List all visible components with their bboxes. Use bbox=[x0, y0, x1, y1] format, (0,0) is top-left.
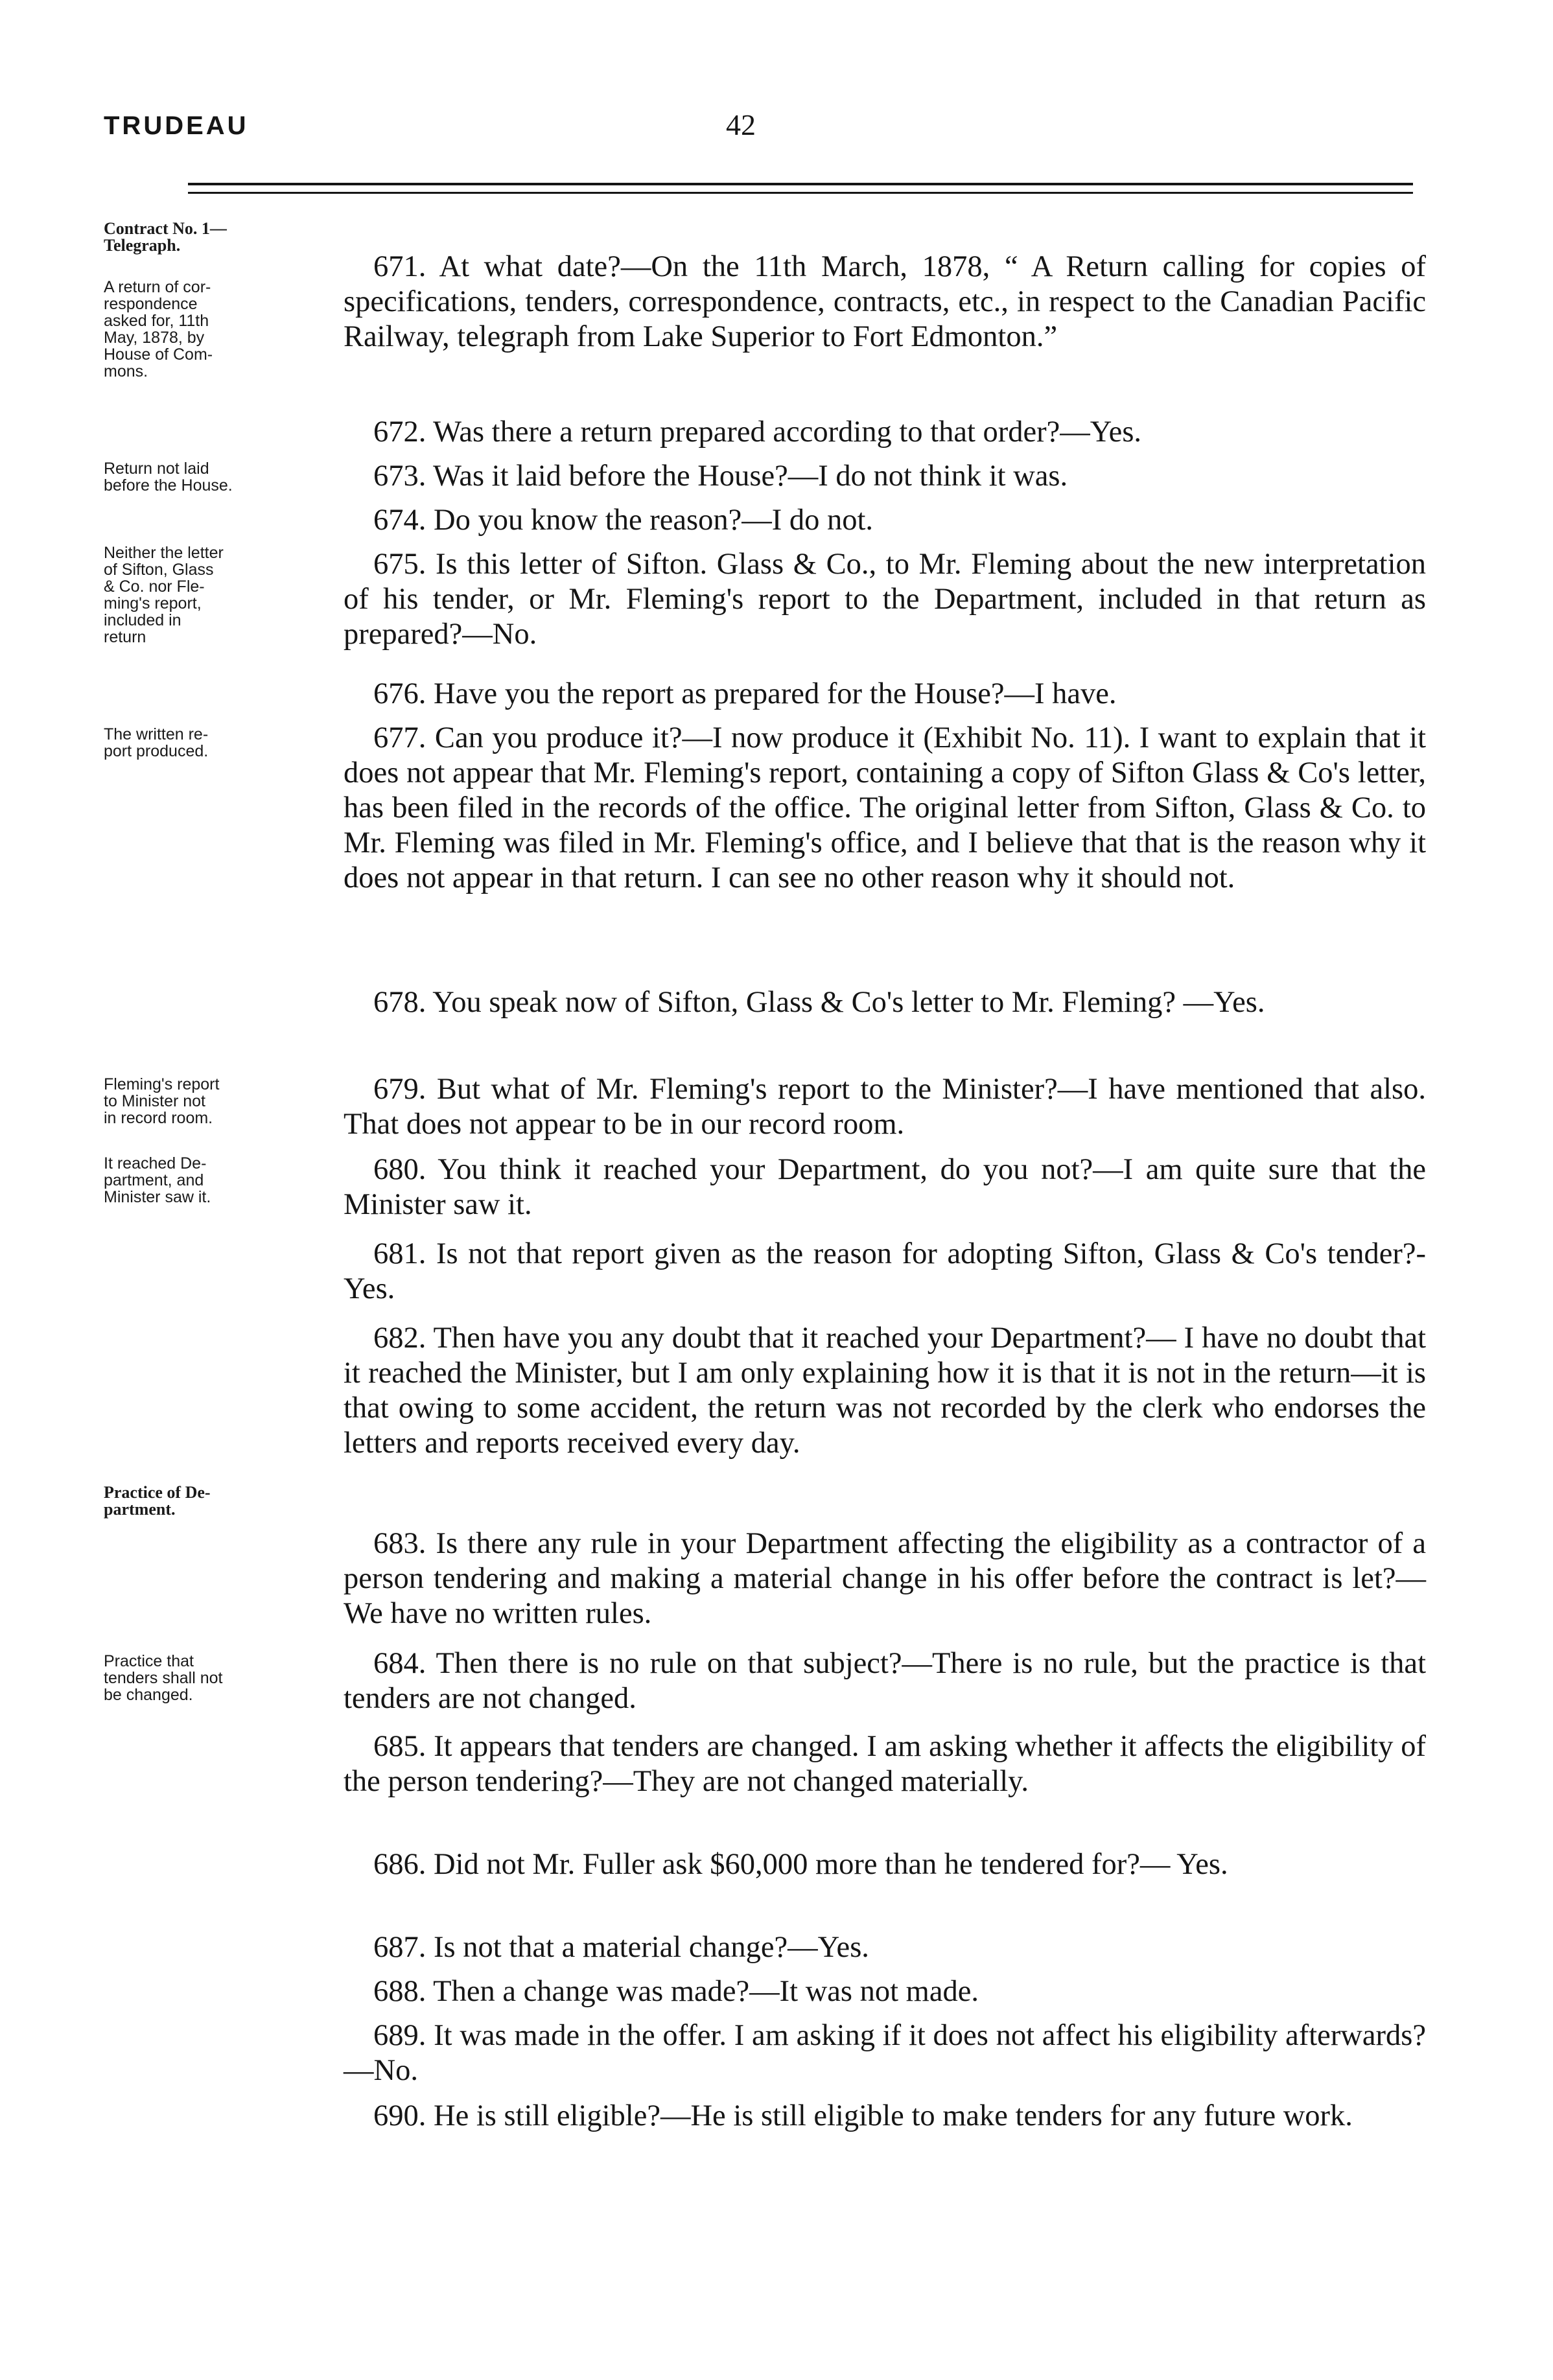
margin-note-line: ming's report, bbox=[104, 594, 202, 612]
paragraph-675: 675. Is this letter of Sifton. Glass & Co., to Mr. Fleming about the new interpretation of his tender, or Mr. Fleming's report to the Department, included in that return as prepared?—No. bbox=[344, 548, 1426, 651]
margin-note-line: mons. bbox=[104, 362, 148, 380]
margin-note-return bbox=[104, 279, 337, 380]
paragraph-688: 688. Then a change was made?—It was not made. bbox=[373, 1975, 979, 2008]
margin-note-line: Contract No. 1— bbox=[104, 219, 227, 238]
margin-note-line: & Co. nor Fle- bbox=[104, 578, 205, 596]
paragraph-671: 671. At what date?—On the 11th March, 1878, “ A Return calling for copies of specifications, tenders, correspondence, contracts, etc., in respect to the Canadian Pacific Railway, telegraph from Lake Superior to Fort Edmonton.” bbox=[344, 250, 1426, 353]
margin-note-line: return bbox=[104, 628, 146, 646]
paragraph-682: 682. Then have you any doubt that it reached your Department?— I have no doubt that it reached the Minister, but I am only explaining how it is that it is not in the return—it is that owing to some accident, the return was not recorded by the clerk who endorses the letters and reports received every day. bbox=[344, 1322, 1426, 1460]
paragraph-673: 673. Was it laid before the House?—I do not think it was. bbox=[373, 460, 1068, 493]
margin-note-line: Fleming's report bbox=[104, 1075, 220, 1093]
margin-note-reached bbox=[104, 1155, 337, 1206]
margin-note-line: before the House. bbox=[104, 476, 233, 495]
margin-note-line: included in bbox=[104, 611, 181, 629]
margin-note-line: May, 1878, by bbox=[104, 329, 205, 347]
paragraph-681: 681. Is not that report given as the reason for adopting Sifton, Glass & Co's tender?- Yes. bbox=[344, 1237, 1426, 1305]
margin-note-line: Minister saw it. bbox=[104, 1188, 211, 1206]
paragraph-679: 679. But what of Mr. Fleming's report to the Minister?—I have mentioned that also. That does not appear to be in our record room. bbox=[344, 1073, 1426, 1141]
paragraph-686: 686. Did not Mr. Fuller ask $60,000 more than he tendered for?— Yes. bbox=[373, 1848, 1228, 1881]
margin-note-written bbox=[104, 726, 337, 760]
margin-note-line: House of Com- bbox=[104, 345, 213, 364]
margin-note-line: It reached De- bbox=[104, 1154, 207, 1172]
paragraph-690: 690. He is still eligible?—He is still eligible to make tenders for any future work. bbox=[373, 2099, 1353, 2132]
margin-note-line: The written re- bbox=[104, 725, 209, 743]
margin-note-flemings bbox=[104, 1076, 337, 1126]
margin-note-contract bbox=[104, 220, 337, 254]
paragraph-674: 674. Do you know the reason?—I do not. bbox=[373, 504, 873, 537]
header-rule-bottom bbox=[188, 192, 1413, 194]
paragraph-685: 685. It appears that tenders are changed. I am asking whether it affects the eligibility of the person tendering?—They are not changed materially. bbox=[344, 1730, 1426, 1798]
margin-note-line: of Sifton, Glass bbox=[104, 561, 214, 579]
margin-note-not-laid bbox=[104, 460, 337, 494]
margin-note-line: Telegraph. bbox=[104, 236, 181, 255]
page-number: 42 bbox=[726, 108, 756, 141]
paragraph-672: 672. Was there a return prepared according to that order?—Yes. bbox=[373, 415, 1142, 449]
margin-note-line: partment, and bbox=[104, 1171, 204, 1189]
margin-note-practice-dept bbox=[104, 1484, 337, 1518]
page-header bbox=[0, 108, 1553, 150]
paragraph-676: 676. Have you the report as prepared for the House?—I have. bbox=[373, 677, 1117, 710]
margin-note-line: Practice that bbox=[104, 1652, 194, 1670]
margin-note-line: tenders shall not bbox=[104, 1669, 223, 1687]
margin-note-line: Neither the letter bbox=[104, 544, 224, 562]
margin-note-line: partment. bbox=[104, 1500, 176, 1519]
margin-note-practice-tenders bbox=[104, 1653, 337, 1703]
margin-note-line: be changed. bbox=[104, 1686, 193, 1704]
margin-note-line: in record room. bbox=[104, 1109, 213, 1127]
paragraph-687: 687. Is not that a material change?—Yes. bbox=[373, 1931, 869, 1964]
margin-note-line: respondence bbox=[104, 295, 198, 313]
margin-note-line: port produced. bbox=[104, 742, 209, 760]
margin-note-line: Practice of De- bbox=[104, 1483, 211, 1502]
paragraph-689: 689. It was made in the offer. I am asking if it does not affect his eligibility afterwards?—No. bbox=[344, 2019, 1426, 2087]
margin-note-line: asked for, 11th bbox=[104, 312, 209, 330]
margin-note-neither bbox=[104, 544, 337, 646]
header-rule-top bbox=[188, 183, 1413, 185]
running-head: TRUDEAU bbox=[104, 111, 249, 140]
paragraph-677: 677. Can you produce it?—I now produce it (Exhibit No. 11). I want to explain that it does not appear that Mr. Fleming's report, containing a copy of Sifton Glass & Co's letter, has been filed in the records of the office. The original letter from Sifton, Glass & Co. to Mr. Fleming was filed in Mr. Fleming's office, and I believe that that is the reason why it does not appear in that return. I can see no other reason why it should not. bbox=[344, 721, 1426, 894]
paragraph-683: 683. Is there any rule in your Department affecting the eligibility as a contractor of a person tendering and making a material change in his offer before the contract is let?—We have no written rules. bbox=[344, 1527, 1426, 1630]
paragraph-678: 678. You speak now of Sifton, Glass & Co's letter to Mr. Fleming? —Yes. bbox=[373, 986, 1265, 1019]
margin-note-line: Return not laid bbox=[104, 460, 209, 478]
margin-note-line: to Minister not bbox=[104, 1092, 206, 1110]
paragraph-684: 684. Then there is no rule on that subject?—There is no rule, but the practice is that tenders are not changed. bbox=[344, 1647, 1426, 1715]
margin-note-line: A return of cor- bbox=[104, 278, 211, 296]
paragraph-680: 680. You think it reached your Department, do you not?—I am quite sure that the Minister saw it. bbox=[344, 1153, 1426, 1221]
